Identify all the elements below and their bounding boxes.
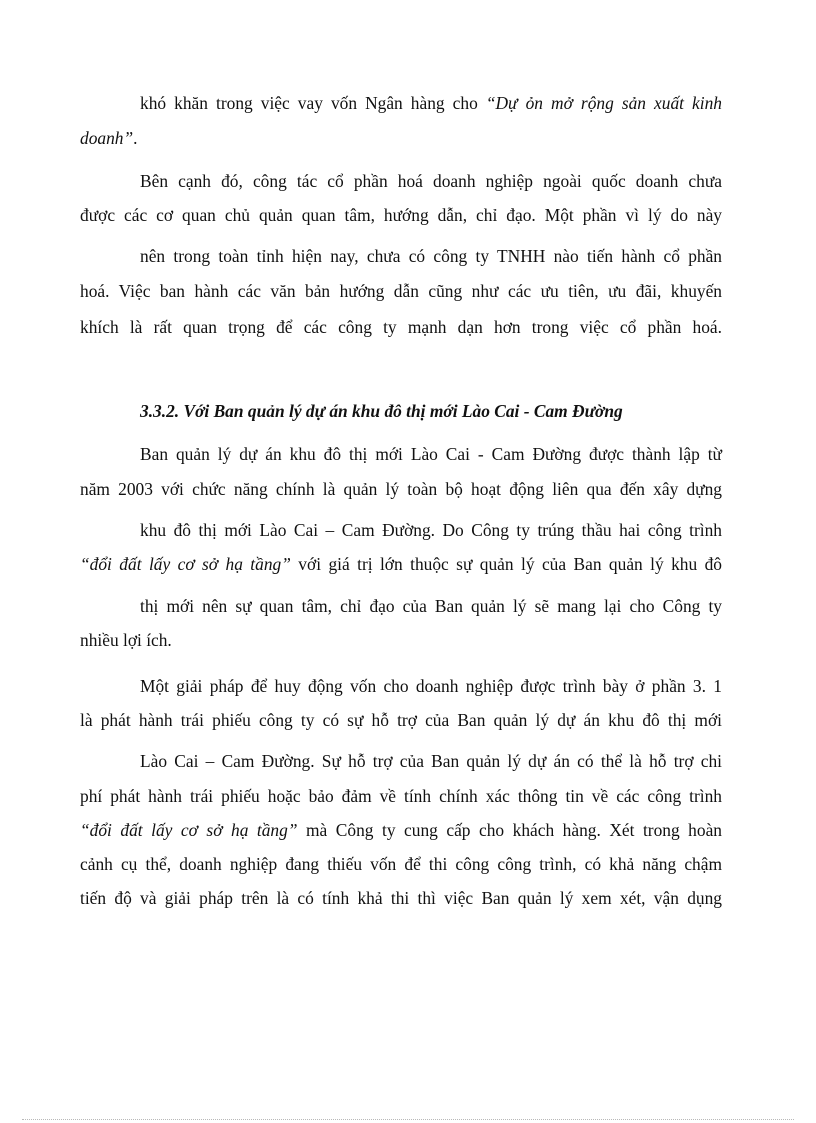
text-run: khó khăn trong việc vay vốn Ngân hàng cho bbox=[140, 93, 486, 113]
paragraph-4-line-1: Một giải pháp để huy động vốn cho doanh nghiệp được trình bày ở phần 3. 1 bbox=[140, 676, 722, 696]
paragraph-2-line-1: Bên cạnh đó, công tác cổ phần hoá doanh nghiệp ngoài quốc doanh chưa bbox=[140, 171, 722, 191]
paragraph-2-line-4: hoá. Việc ban hành các văn bản hướng dẫn cũng như các ưu tiên, ưu đãi, khuyến bbox=[80, 281, 722, 301]
paragraph-4-line-6: cảnh cụ thể, doanh nghiệp đang thiếu vốn để thi công công trình, có khả năng chậm bbox=[80, 854, 722, 874]
text-run: với giá trị lớn thuộc sự quản lý của Ban quản lý khu đô bbox=[290, 554, 722, 574]
paragraph-2-line-3: nên trong toàn tỉnh hiện nay, chưa có công ty TNHH nào tiến hành cổ phần bbox=[140, 246, 722, 266]
italic-quote: doanh” bbox=[80, 128, 134, 148]
paragraph-4-line-4: phí phát hành trái phiếu hoặc bảo đảm về tính chính xác thông tin về các công trình bbox=[80, 786, 722, 806]
paragraph-3-line-4 bbox=[80, 553, 722, 575]
italic-quote: “đổi đất lấy cơ sở hạ tầng” bbox=[80, 554, 291, 574]
paragraph-3-line-6: nhiều lợi ích. bbox=[80, 630, 172, 650]
section-heading: 3.3.2. Với Ban quản lý dự án khu đô thị mới Lào Cai - Cam Đường bbox=[140, 401, 623, 421]
paragraph-3-line-3: khu đô thị mới Lào Cai – Cam Đường. Do Công ty trúng thầu hai công trình bbox=[140, 520, 722, 540]
italic-quote: “Dự ỏn mở rộng sản xuất kinh bbox=[485, 93, 722, 113]
page-bottom-rule bbox=[22, 1119, 794, 1120]
italic-quote: “đổi đất lấy cơ sở hạ tầng” bbox=[80, 820, 298, 840]
paragraph-4-line-3: Lào Cai – Cam Đường. Sự hỗ trợ của Ban quản lý dự án có thể là hỗ trợ chi bbox=[140, 751, 722, 771]
paragraph-2-line-5: khích là rất quan trọng để các công ty mạnh dạn hơn trong việc cổ phần hoá. bbox=[80, 317, 722, 337]
paragraph-4-line-7: tiến độ và giải pháp trên là có tính khả thi thì việc Ban quản lý xem xét, vận dụng bbox=[80, 888, 722, 908]
paragraph-1-line-1 bbox=[140, 92, 722, 114]
text-run: . bbox=[133, 128, 138, 148]
paragraph-1-line-2 bbox=[80, 127, 138, 149]
text-run: mà Công ty cung cấp cho khách hàng. Xét trong hoàn bbox=[297, 820, 722, 840]
paragraph-3-line-1: Ban quản lý dự án khu đô thị mới Lào Cai - Cam Đường được thành lập từ bbox=[140, 444, 722, 464]
paragraph-3-line-5: thị mới nên sự quan tâm, chỉ đạo của Ban quản lý sẽ mang lại cho Công ty bbox=[140, 596, 722, 616]
paragraph-2-line-2: được các cơ quan chủ quản quan tâm, hướng dẫn, chỉ đạo. Một phần vì lý do này bbox=[80, 205, 722, 225]
paragraph-3-line-2: năm 2003 với chức năng chính là quản lý toàn bộ hoạt động liên qua đến xây dựng bbox=[80, 479, 722, 499]
paragraph-4-line-5 bbox=[80, 819, 722, 841]
paragraph-4-line-2: là phát hành trái phiếu công ty có sự hỗ trợ của Ban quản lý dự án khu đô thị mới bbox=[80, 710, 722, 730]
